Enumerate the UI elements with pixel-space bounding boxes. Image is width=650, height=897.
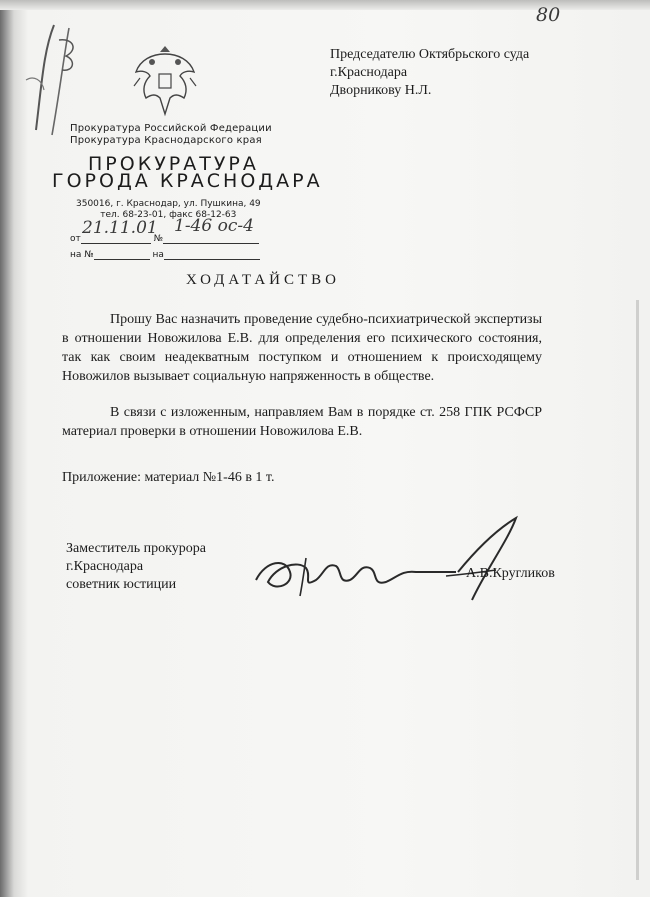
document-title: ХОДАТАЙСТВО (186, 272, 340, 288)
org-line: Прокуратура Российской Федерации (70, 123, 272, 134)
attachment-note: Приложение: материал №1-46 в 1 т. (62, 470, 275, 485)
addressee-line: г.Краснодара (330, 65, 408, 80)
double-headed-eagle-emblem-icon (130, 42, 200, 118)
signer-position (66, 540, 206, 594)
handwritten-number: 1-46 ос-4 (174, 216, 254, 236)
address-line: 350016, г. Краснодар, ул. Пушкина, 49 (76, 199, 261, 209)
handwritten-signature (246, 510, 536, 610)
phone-line: тел. 68-23-01, факс 68-12-63 (100, 210, 237, 220)
addressee-line: Председателю Октябрьского суда (330, 47, 530, 62)
number-label: № (153, 234, 163, 244)
reply-number-label: на № (70, 250, 94, 260)
page-number: 80 (536, 4, 561, 26)
organization-names (70, 123, 272, 147)
org-line: Прокуратура Краснодарского края (70, 135, 262, 146)
scan-edge-shadow (636, 300, 639, 880)
org-title: ПРОКУРАТУРА (88, 153, 259, 175)
body-paragraph: В связи с изложенным, направляем Вам в порядке ст. 258 ГПК РСФСР материал проверки в отношении Новожилова Е.В. (62, 405, 542, 439)
addressee-line: Дворникову Н.Л. (330, 83, 432, 98)
handwritten-date: 21.11.01 (82, 218, 158, 238)
org-title: ГОРОДА КРАСНОДАРА (52, 170, 323, 192)
signer-name: А.В.Кругликов (466, 566, 555, 581)
body-paragraph: Прошу Вас назначить проведение судебно-психиатрической экспертизы в отношении Новожилова Е.В. для определения его психического состояния, так как своим неадекватным поступком и отношением к происходящему Новожилов вызывает социальную напряженность в обществе. (62, 312, 542, 384)
position-line: советник юстиции (66, 577, 177, 592)
addressee-block (330, 46, 529, 100)
position-line: г.Краснодара (66, 559, 144, 574)
registration-reply-row (70, 250, 260, 260)
reply-date-label: на (152, 250, 164, 260)
from-label: от (70, 234, 81, 244)
margin-handwriting (14, 20, 84, 140)
position-line: Заместитель прокурора (66, 541, 206, 556)
